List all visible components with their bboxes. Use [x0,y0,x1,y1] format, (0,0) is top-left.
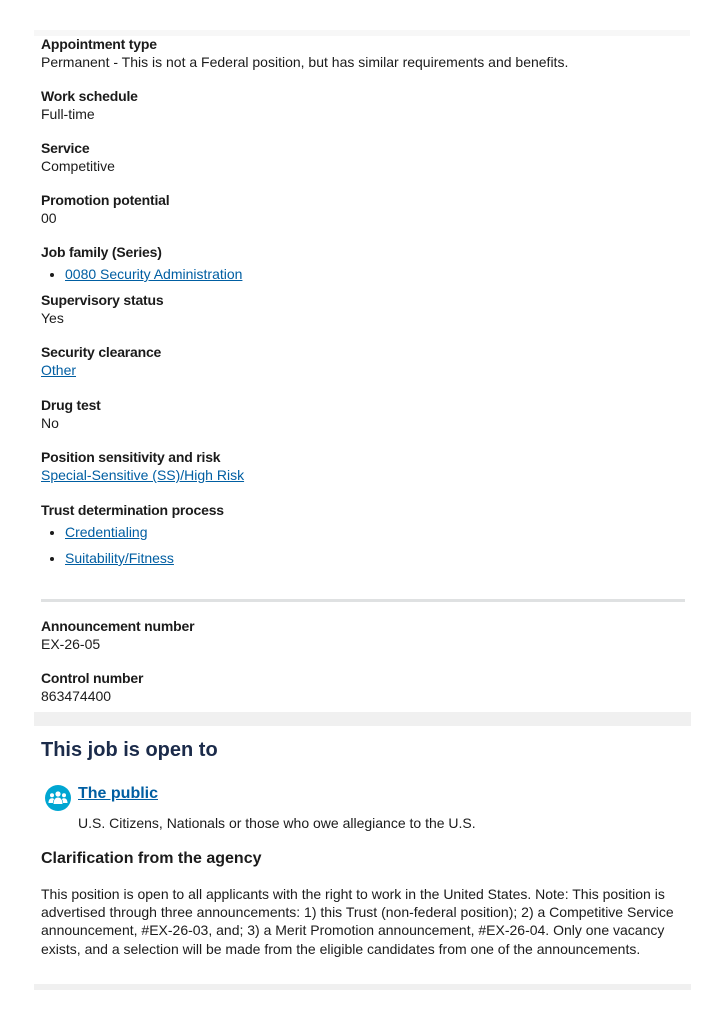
field-promotion-potential [41,191,681,227]
field-trust-determination [41,501,681,567]
field-position-sensitivity [41,448,681,485]
field-appointment-type [41,35,681,71]
field-label: Drug test [41,397,101,413]
field-value: Yes [41,310,64,326]
field-value: No [41,415,59,431]
field-work-schedule [41,87,681,123]
field-label: Security clearance [41,344,162,360]
field-label: Appointment type [41,36,157,52]
field-service [41,139,681,175]
list-item [65,523,681,541]
suitability-fitness-link[interactable]: Suitability/Fitness [65,550,174,566]
field-label: Promotion potential [41,192,170,208]
clarification-heading: Clarification from the agency [41,850,262,867]
field-security-clearance [41,343,681,380]
trust-determination-list [41,523,681,567]
position-sensitivity-link[interactable]: Special-Sensitive (SS)/High Risk [41,467,245,483]
field-supervisory-status [41,291,681,327]
clarification-text: This position is open to all applicants with the right to work in the United States. Note: This position is advertised through three announcements: 1) this Trust (non-federal position); 2) a Competitive Service announcement, #EX-26-03, and; 3) a Merit Promotion announcement, #EX-26-04. Only one vacancy exists, and a selection will be made from the eligible candidates from one of the announcements. [41,886,674,957]
people-group-icon [45,785,71,811]
field-value: Permanent - This is not a Federal position, but has similar requirements and benefits. [41,54,569,70]
list-item [65,549,681,567]
field-label: Job family (Series) [41,244,162,260]
field-label: Supervisory status [41,292,164,308]
the-public-link[interactable]: The public [78,785,158,802]
open-to-heading: This job is open to [41,739,218,761]
field-control-number [41,669,681,705]
field-job-family [41,243,681,283]
field-label: Control number [41,670,144,686]
job-family-list [41,265,681,283]
credentialing-link[interactable]: Credentialing [65,524,148,540]
job-details [41,35,681,583]
field-value: Full-time [41,106,95,122]
field-value: Competitive [41,158,115,174]
list-item [65,265,681,283]
field-label: Position sensitivity and risk [41,449,221,465]
field-drug-test [41,396,681,432]
job-family-link[interactable]: 0080 Security Administration [65,266,243,282]
announcement-section [41,617,681,721]
field-value: 00 [41,210,57,226]
field-label: Trust determination process [41,502,224,518]
bottom-band [34,984,691,990]
field-value: EX-26-05 [41,636,101,652]
field-label: Work schedule [41,88,138,104]
section-separator-band [34,712,691,726]
security-clearance-link[interactable]: Other [41,362,77,378]
field-label: Announcement number [41,618,195,634]
section-divider [41,599,685,602]
field-value: 863474400 [41,688,112,704]
field-announcement-number [41,617,681,653]
public-description: U.S. Citizens, Nationals or those who owe allegiance to the U.S. [78,815,476,831]
field-label: Service [41,140,90,156]
